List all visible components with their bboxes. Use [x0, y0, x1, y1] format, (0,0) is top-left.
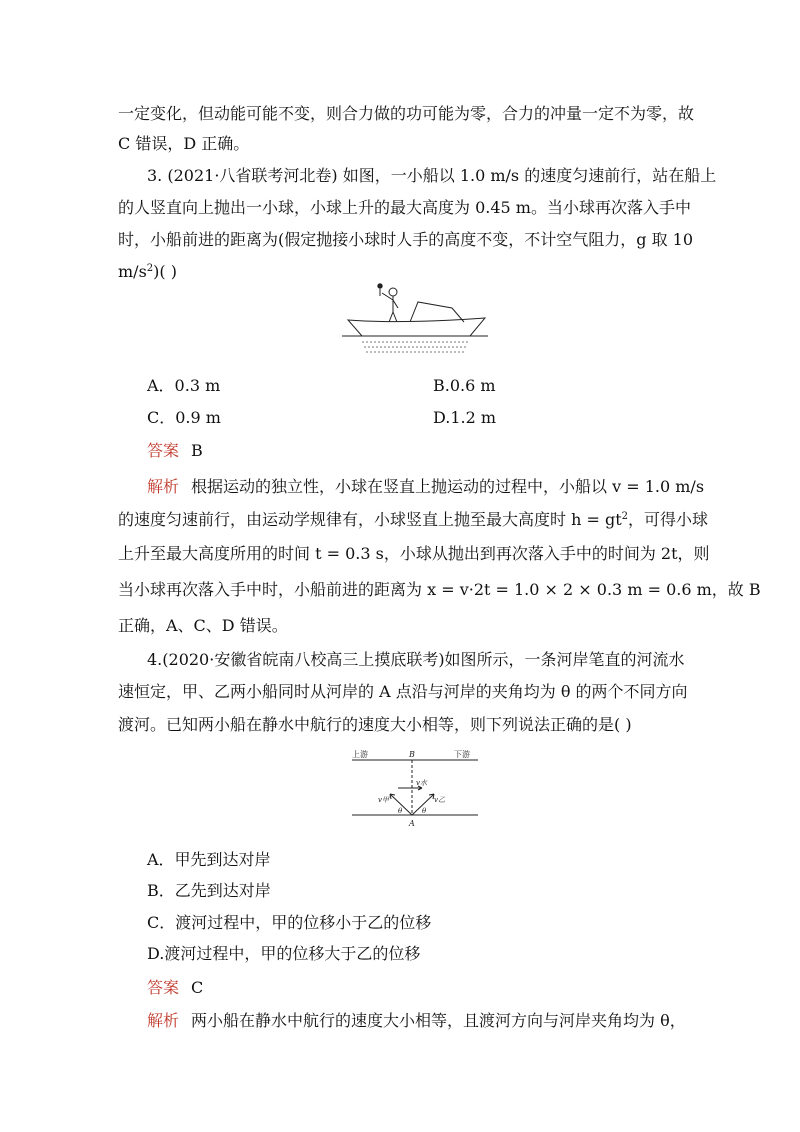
analysis-line — [147, 477, 704, 497]
v-yi-label: v乙 — [434, 796, 445, 804]
text-fragment: 的速度匀速前行，由运动学规律有，小球竖直上抛至最大高度时 h = gt — [118, 510, 622, 529]
option-d: D.1.2 m — [433, 408, 497, 427]
analysis-text: 根据运动的独立性，小球在竖直上抛运动的过程中，小船以 v = 1.0 m/s — [191, 477, 705, 496]
upstream-label: 上游 — [352, 750, 368, 759]
option-a: A．甲先到达对岸 — [147, 850, 271, 869]
text-line: C 错误，D 正确。 — [118, 134, 250, 153]
text-line: 上升至最大高度所用的时间 t = 0.3 s，小球从抛出到再次落入手中的时间为 2t，则 — [118, 544, 710, 563]
answer-tag: 答案 — [147, 441, 180, 460]
point-a-label: A — [409, 819, 415, 828]
text-line: 时，小船前进的距离为(假定抛接小球时人手的高度不变，不计空气阻力，g 取 10 — [118, 230, 694, 249]
text-line: 正确，A、C、D 错误。 — [118, 616, 288, 635]
river-figure — [350, 748, 480, 828]
answer-value: C — [191, 978, 204, 997]
downstream-label: 下游 — [454, 750, 470, 759]
text-line — [118, 510, 708, 530]
question-4-stem: 4.(2020·安徽省皖南八校高三上摸底联考)如图所示，一条河岸笔直的河流水 — [147, 650, 685, 669]
analysis-line — [147, 1011, 686, 1031]
text-line: 速恒定，甲、乙两小船同时从河岸的 A 点沿与河岸的夹角均为 θ 的两个不同方向 — [118, 682, 688, 701]
superscript: 2 — [146, 263, 154, 274]
theta-left-label: θ — [398, 807, 403, 815]
question-3-stem: 3. (2021·八省联考河北卷) 如图，一小船以 1.0 m/s 的速度匀速前行，站在船上 — [147, 166, 717, 185]
text-fragment: )( ) — [153, 262, 177, 281]
analysis-tag: 解析 — [147, 1011, 180, 1030]
superscript: 2 — [621, 511, 629, 522]
text-line: 的人竖直向上抛出一小球，小球上升的最大高度为 0.45 m。当小球再次落入手中 — [118, 198, 691, 217]
answer-line — [147, 978, 203, 998]
text-line: 渡河。已知两小船在静水中航行的速度大小相等，则下列说法正确的是( ) — [118, 715, 632, 734]
option-b: B.0.6 m — [433, 376, 496, 395]
ball-icon — [378, 284, 382, 288]
option-a: A．0.3 m — [147, 376, 221, 395]
text-line — [118, 262, 177, 282]
answer-line — [147, 441, 203, 461]
text-fragment: m/s — [118, 262, 147, 281]
theta-right-label: θ — [422, 807, 427, 815]
option-c: C．0.9 m — [147, 408, 221, 427]
analysis-tag: 解析 — [147, 477, 180, 496]
option-d: D.渡河过程中，甲的位移大于乙的位移 — [147, 944, 421, 963]
analysis-text: 两小船在静水中航行的速度大小相等，且渡河方向与河岸夹角均为 θ， — [191, 1011, 686, 1030]
v-water-label: v水 — [416, 779, 427, 787]
option-b: B．乙先到达对岸 — [147, 881, 271, 900]
v-jia-label: v甲 — [378, 796, 389, 804]
point-b-label: B — [409, 750, 415, 759]
text-line: 一定变化，但动能可能不变，则合力做的功可能为零，合力的冲量一定不为零，故 — [118, 104, 695, 123]
answer-tag: 答案 — [147, 978, 180, 997]
answer-value: B — [191, 441, 203, 460]
boat-figure — [340, 280, 490, 358]
text-line: 当小球再次落入手中时，小船前进的距离为 x = v·2t = 1.0 × 2 × 0.3 m = 0.6 m，故 B — [118, 580, 761, 599]
option-c: C．渡河过程中，甲的位移小于乙的位移 — [147, 913, 432, 932]
text-fragment: ，可得小球 — [628, 510, 709, 529]
